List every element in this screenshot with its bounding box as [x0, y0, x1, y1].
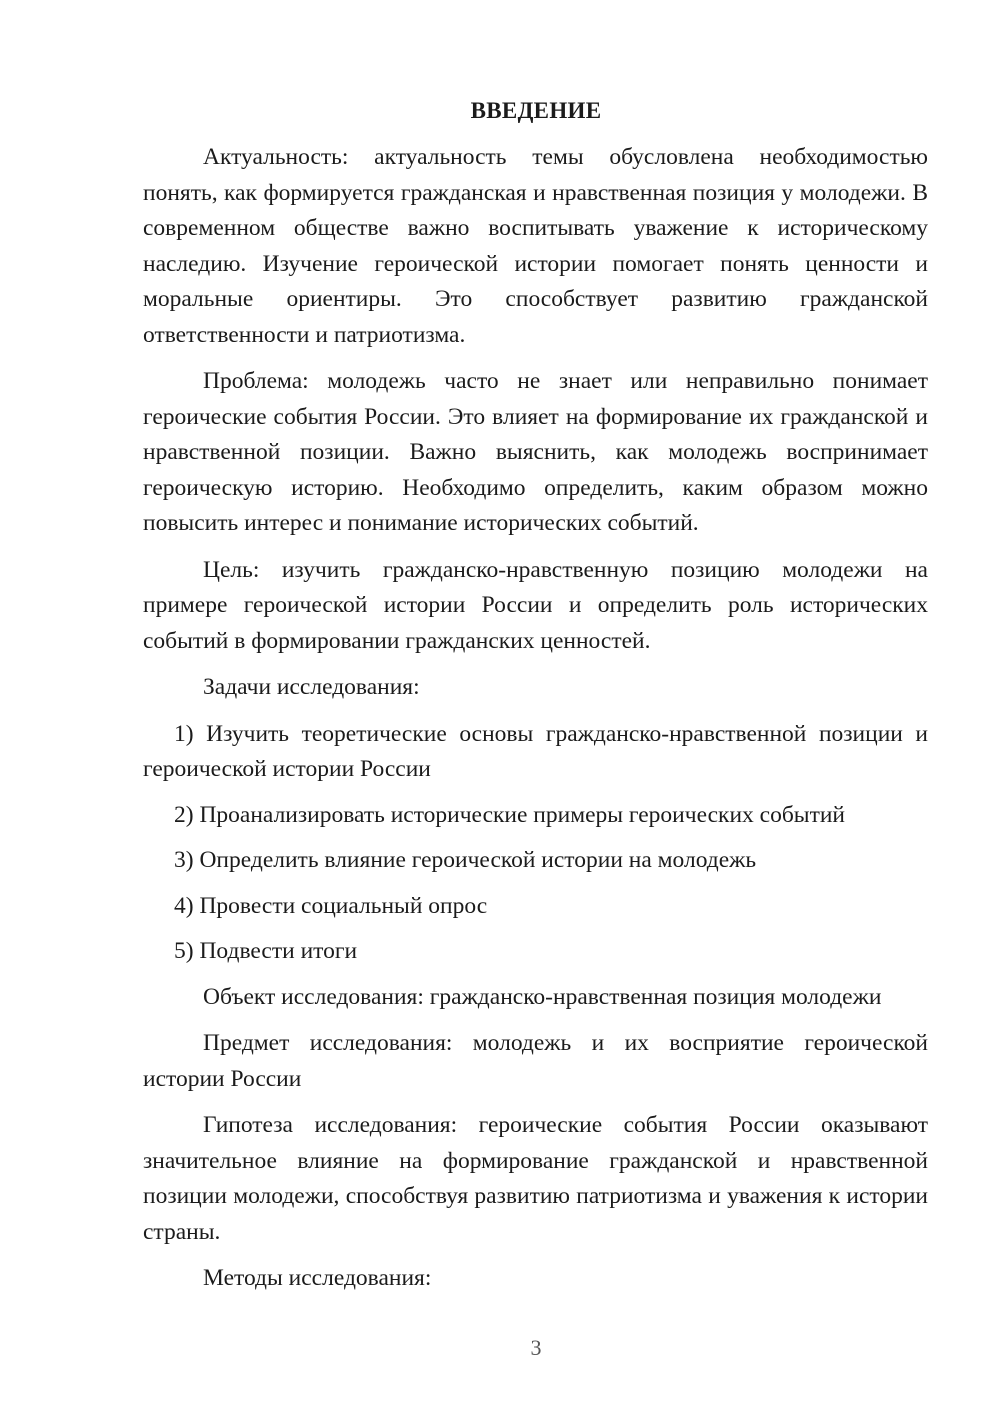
page-title: ВВЕДЕНИЕ [470, 98, 602, 123]
tasks-list [143, 717, 928, 970]
page-number: 3 [530, 1335, 542, 1360]
task-item-3: 3) Определить влияние героической истории на молодежь [174, 847, 757, 873]
document-body [143, 140, 928, 1308]
task-item-5: 5) Подвести итоги [174, 938, 358, 964]
subject-paragraph: Предмет исследования: молодежь и их восприятие героической истории России [143, 1030, 928, 1092]
goal-paragraph: Цель: изучить гражданско-нравственную позицию молодежи на примере героической истории России и определить роль исторических событий в формировании гражданских ценностей. [143, 556, 928, 654]
task-item-1: 1) Изучить теоретические основы гражданско-нравственной позиции и героической истории России [143, 720, 928, 782]
methods-heading: Методы исследования: [203, 1265, 432, 1291]
problem-paragraph: Проблема: молодежь часто не знает или неправильно понимает героические события России. Это влияет на формирование их гражданской и нравственной позиции. Важно выяснить, как молодежь воспринимает героическую историю. Необходимо определить, каким образом можно повысить интерес и понимание исторических событий. [143, 368, 928, 536]
task-item-2: 2) Проанализировать исторические примеры героических событий [174, 801, 845, 828]
object-paragraph: Объект исследования: гражданско-нравственная позиция молодежи [203, 983, 882, 1010]
tasks-heading: Задачи исследования: [203, 674, 420, 700]
relevance-paragraph: Актуальность: актуальность темы обусловлена необходимостью понять, как формируется гражданская и нравственная позиция у молодежи. В современном обществе важно воспитывать уважение к историческому наследию. Изучение героической истории помогает понять ценности и моральные ориентиры. Это способствует развитию гражданской ответственности и патриотизма. [143, 144, 928, 348]
task-item-4: 4) Провести социальный опрос [174, 892, 488, 919]
hypothesis-paragraph: Гипотеза исследования: героические события России оказывают значительное влияние на формирование гражданской и нравственной позиции молодежи, способствуя развитию патриотизма и уважения к истории страны. [143, 1112, 928, 1245]
